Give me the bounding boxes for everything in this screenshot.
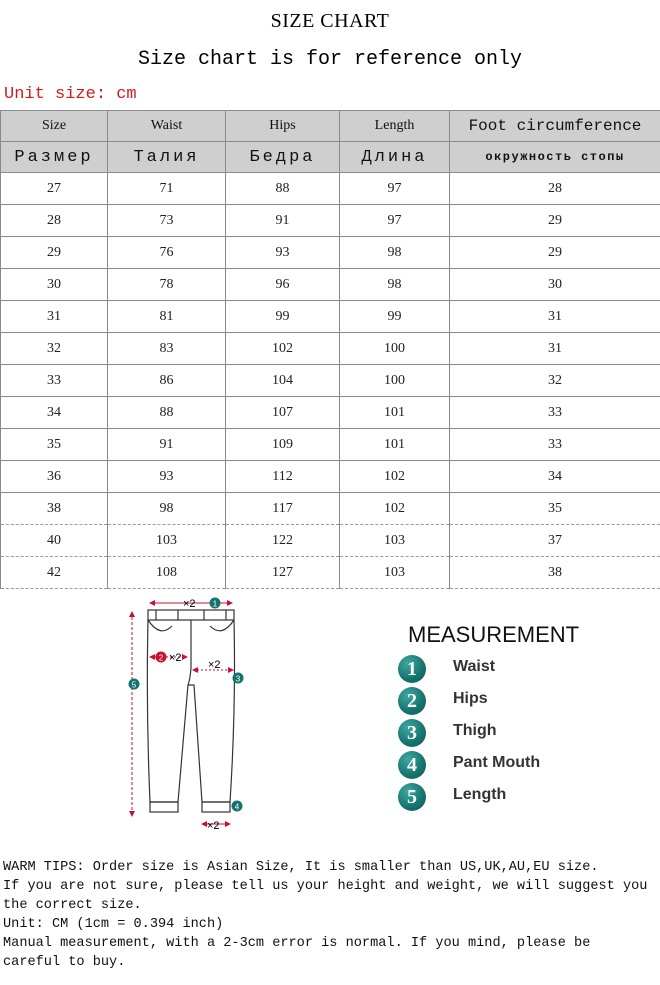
legend-label: Length [453,786,507,803]
measurement-title: MEASUREMENT [408,622,580,647]
table-row [1,557,660,589]
pant-mouth-x2-label: ×2 [207,820,220,832]
header-hips-ru: Бедра [226,142,340,173]
table-cell: 31 [450,301,660,333]
table-cell: 29 [1,237,108,269]
page-subtitle: Size chart is for reference only [137,48,523,71]
table-cell: 36 [1,461,108,493]
table-cell: 117 [226,493,340,525]
table-cell: 40 [1,525,108,557]
table-cell: 32 [1,333,108,365]
table-cell: 73 [108,205,226,237]
svg-text:1: 1 [212,599,218,609]
table-cell: 86 [108,365,226,397]
header-length: Length [340,111,450,142]
table-cell: 100 [340,333,450,365]
header-foot-circumference: Foot circumference [450,111,660,142]
table-cell: 88 [226,173,340,205]
svg-text:4: 4 [234,802,240,812]
table-cell: 29 [450,237,660,269]
tip-line: WARM TIPS: Order size is Asian Size, It is smaller than US,UK,AU,EU size. [3,860,599,875]
header-waist-ru: Талия [108,142,226,173]
table-cell: 88 [108,397,226,429]
number-3-icon: 3 [398,719,426,747]
pants-measurement-diagram [120,590,260,840]
table-cell: 32 [450,365,660,397]
legend-label: Waist [453,658,496,675]
table-row [1,429,660,461]
table-cell: 29 [450,205,660,237]
table-cell: 91 [108,429,226,461]
table-cell: 33 [450,429,660,461]
svg-text:5: 5 [131,680,137,690]
table-row [1,237,660,269]
svg-text:2: 2 [158,653,164,663]
table-cell: 83 [108,333,226,365]
header-length-ru: Длина [340,142,450,173]
table-cell: 78 [108,269,226,301]
header-row-russian [1,142,660,173]
table-row [1,493,660,525]
number-4-icon: 4 [398,751,426,779]
header-hips: Hips [226,111,340,142]
table-cell: 102 [340,493,450,525]
table-cell: 100 [340,365,450,397]
legend-label: Hips [453,690,488,707]
size-chart-table [0,110,660,589]
header-size: Size [1,111,108,142]
table-cell: 103 [340,557,450,589]
table-cell: 99 [226,301,340,333]
table-row [1,269,660,301]
table-cell: 104 [226,365,340,397]
table-cell: 38 [450,557,660,589]
table-cell: 28 [450,173,660,205]
table-cell: 98 [108,493,226,525]
table-row [1,333,660,365]
table-cell: 37 [450,525,660,557]
unit-label: Unit size: cm [4,85,137,104]
table-cell: 107 [226,397,340,429]
table-row [1,301,660,333]
tip-line: If you are not sure, please tell us your height and weight, we will suggest you the correct size. [3,879,648,913]
table-cell: 101 [340,429,450,461]
table-row [1,365,660,397]
table-cell: 31 [1,301,108,333]
table-cell: 103 [340,525,450,557]
table-cell: 99 [340,301,450,333]
header-row-english [1,111,660,142]
table-cell: 76 [108,237,226,269]
tip-line: Unit: CM (1cm = 0.394 inch) [3,917,224,932]
table-cell: 93 [108,461,226,493]
table-cell: 91 [226,205,340,237]
number-1-icon: 1 [398,655,426,683]
table-cell: 34 [450,461,660,493]
table-cell: 93 [226,237,340,269]
header-waist: Waist [108,111,226,142]
table-cell: 122 [226,525,340,557]
legend-label: Thigh [453,722,497,739]
svg-text:3: 3 [235,674,241,684]
table-cell: 108 [108,557,226,589]
table-cell: 96 [226,269,340,301]
header-foot-circumference-ru: окружность стопы [450,142,660,173]
table-cell: 101 [340,397,450,429]
table-cell: 97 [340,205,450,237]
thigh-x2-label: ×2 [208,659,221,671]
table-cell: 28 [1,205,108,237]
table-cell: 33 [450,397,660,429]
table-cell: 30 [1,269,108,301]
table-cell: 97 [340,173,450,205]
table-cell: 109 [226,429,340,461]
table-row [1,205,660,237]
table-cell: 71 [108,173,226,205]
table-cell: 103 [108,525,226,557]
hip-x2-label: ×2 [169,652,182,664]
table-row [1,397,660,429]
table-cell: 30 [450,269,660,301]
table-cell: 42 [1,557,108,589]
table-row [1,525,660,557]
table-cell: 98 [340,237,450,269]
waist-x2-label: ×2 [183,598,196,610]
table-row [1,461,660,493]
table-cell: 98 [340,269,450,301]
legend-label: Pant Mouth [453,754,541,771]
table-cell: 102 [340,461,450,493]
table-cell: 27 [1,173,108,205]
table-cell: 127 [226,557,340,589]
table-cell: 33 [1,365,108,397]
table-cell: 35 [450,493,660,525]
table-cell: 102 [226,333,340,365]
number-5-icon: 5 [398,783,426,811]
table-cell: 31 [450,333,660,365]
table-cell: 112 [226,461,340,493]
tip-line: Manual measurement, with a 2-3cm error is normal. If you mind, please be careful to buy. [3,936,591,970]
header-size-ru: Размер [1,142,108,173]
warm-tips [3,858,655,972]
table-cell: 34 [1,397,108,429]
table-row [1,173,660,205]
pants-outline [147,610,234,812]
page-title: SIZE CHART [270,10,390,32]
table-cell: 35 [1,429,108,461]
table-cell: 81 [108,301,226,333]
number-2-icon: 2 [398,687,426,715]
table-cell: 38 [1,493,108,525]
